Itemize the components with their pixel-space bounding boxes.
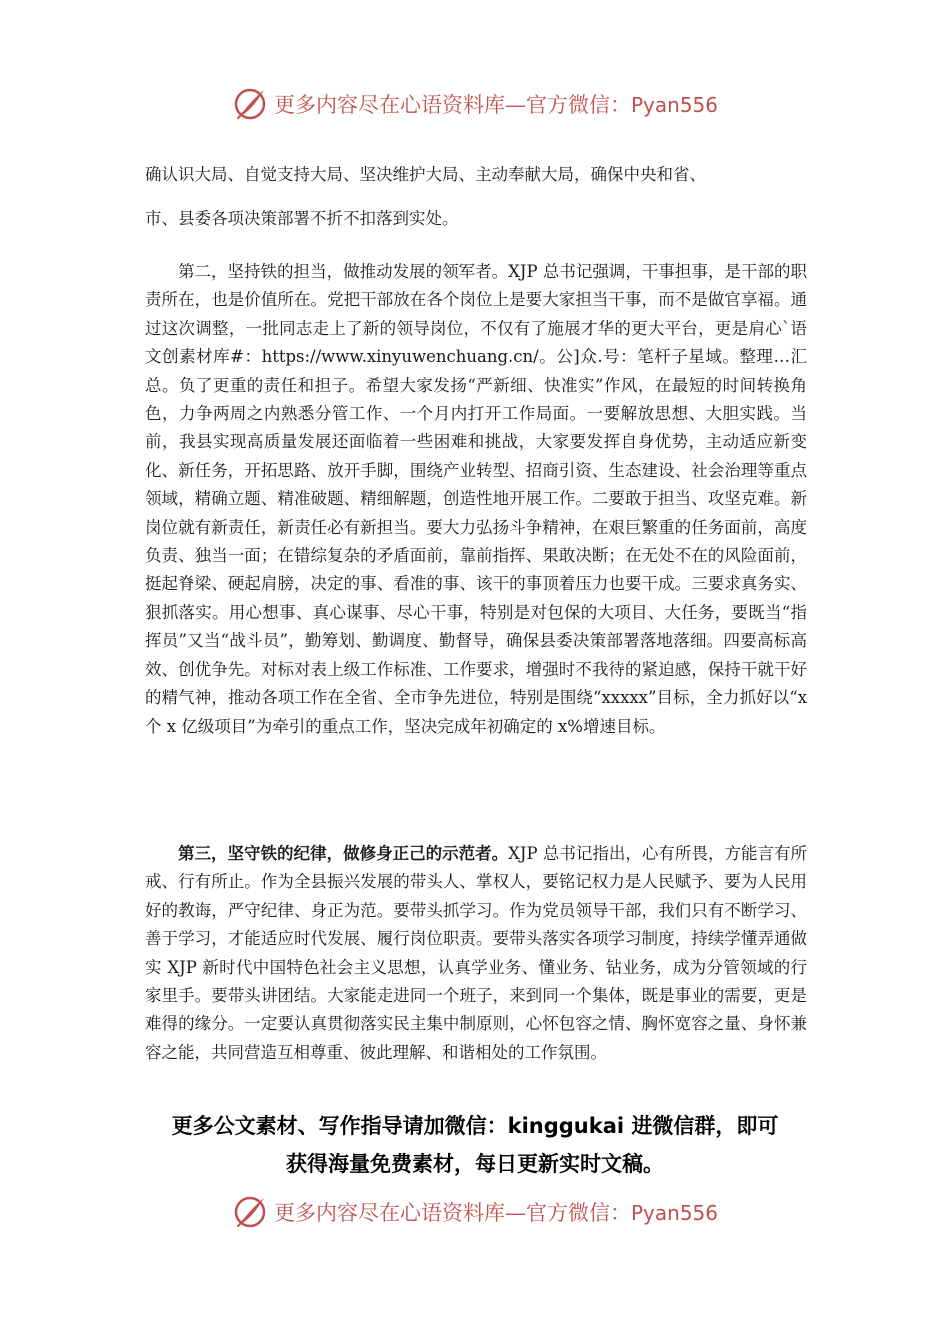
promo-line-2: 获得海量免费素材，每日更新实时文稿。 [286, 1152, 664, 1176]
paragraph-second-text: 第二，坚持铁的担当，做推动发展的领军者。XJP 总书记强调，干事担事，是干部的职责所在，也是价值所在。党把干部放在各个岗位上是要大家担当干事，而不是做官享福。通过这次调整，一批同志走上了新的领导岗位，不仅有了施展才华的更大平台，更是肩心`语文创素材库#：https://www.xinyuwenchuang.cn/。公]众.号：笔杆子星域。整理…汇总。负了更重的责任和担子。希望大家发扬“严新细、快准实”作风，在最短的时间转换角色，力争两周之内熟悉分管工作、一个月内打开工作局面。一要解放思想、大胆实践。当前，我县实现高质量发展还面临着一些困难和挑战，大家要发挥自身优势，主动适应新变化、新任务，开拓思路、放开手脚，围绕产业转型、招商引资、生态建设、社会治理等重点领域，精确立题、精准破题、精细解题，创造性地开展工作。二要敢于担当、攻坚克难。新岗位就有新责任，新责任必有新担当。要大力弘扬斗争精神，在艰巨繁重的任务面前，高度负责、独当一面；在错综复杂的矛盾面前，靠前指挥、果敢决断；在无处不在的风险面前，挺起脊梁、硬起肩膀，决定的事、看准的事、该干的事顶着压力也要干成。三要求真务实、狠抓落实。用心想事、真心谋事、尽心干事，特别是对包保的大项目、大任务，要既当“指挥员”又当“战斗员”，勤筹划、勤调度、勤督导，确保县委决策部署落地落细。四要高标高效、创优争先。对标对表上级工作标准、工作要求，增强时不我待的紧迫感，保持干就干好的精气神，推动各项工作在全省、全市争先进位，特别是围绕“xxxxx”目标，全力抓好以“x 个 x 亿级项目”为牵引的重点工作，坚决完成年初确定的 x%增速目标。 [145, 262, 807, 736]
footer-site-text: 更多内容尽在心语资料库—官方微信：Pyan556 [273, 1201, 718, 1225]
footer-banner [0, 1190, 950, 1234]
paragraph-third-text: XJP 总书记指出，心有所畏，方能言有所戒、行有所止。作为全县振兴发展的带头人、掌权人，要铭记权力是人民赋予、要为人民用好的教诲，严守纪律、身正为范。要带头抓学习。作为党员领导干部，我们只有不断学习、善于学习，才能适应时代发展、履行岗位职责。要带头落实各项学习制度，持续学懂弄通做实 XJP 新时代中国特色社会主义思想，认真学业务、懂业务、钻业务，成为分管领域的行家里手。要带头讲团结。大家能走进同一个班子，来到同一个集体，既是事业的需要，更是难得的缘分。一定要认真贯彻落实民主集中制原则，心怀包容之情、胸怀宽容之量、身怀兼容之能，共同营造互相尊重、彼此理解、和谐相处的工作氛围。 [145, 844, 807, 1062]
header-site-text: 更多内容尽在心语资料库—官方微信：Pyan556 [273, 93, 718, 117]
footer-wechat-id: Pyan556 [630, 1201, 718, 1225]
quill-logo-icon [232, 1194, 268, 1230]
header-wechat-id: Pyan556 [630, 93, 718, 117]
paragraph-second [145, 258, 807, 741]
header-banner [0, 82, 950, 126]
paragraph-third [145, 840, 807, 1067]
promo-block [100, 1107, 850, 1183]
quill-logo-icon [232, 86, 268, 122]
continuation-line-1: 确认识大局、自觉支持大局、坚决维护大局、主动奉献大局，确保中央和省、 [145, 165, 706, 184]
promo-line-1: 更多公文素材、写作指导请加微信：kinggukai 进微信群，即可 [171, 1114, 779, 1138]
paragraph-third-heading: 第三，坚守铁的纪律，做修身正己的示范者。 [178, 844, 509, 863]
paragraph-third-body [145, 840, 807, 1067]
continuation-line-2: 市、县委各项决策部署不折不扣落到实处。 [145, 209, 459, 228]
